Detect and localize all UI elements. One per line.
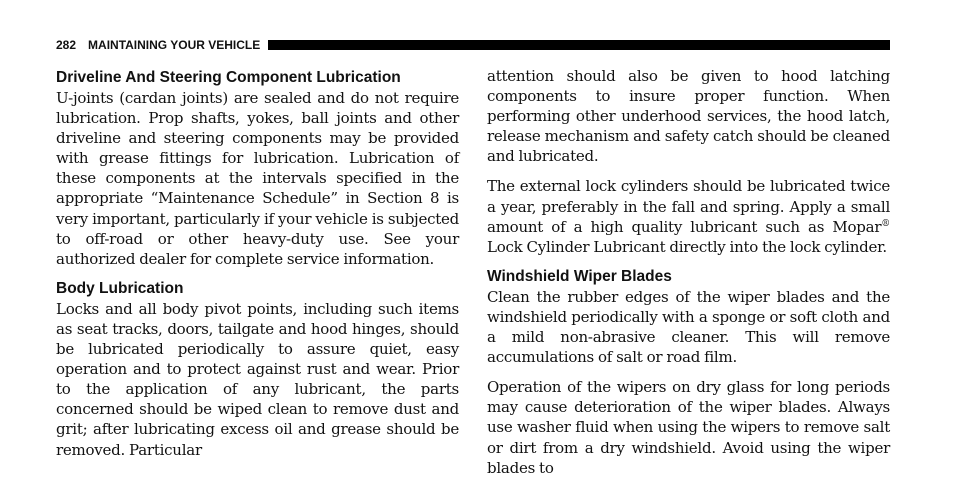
lock-text-before: The external lock cylinders should be lubricated twice a year, preferably in the fall and spring. Apply a small amount of a high quality lubricant such as Mopar [487,177,890,236]
registered-mark: ® [881,218,890,229]
section-title: MAINTAINING YOUR VEHICLE [88,38,261,52]
lock-cylinder-paragraph [487,176,890,256]
wiper-blades-heading: Windshield Wiper Blades [487,267,672,285]
header-rule [268,40,890,50]
body-lubrication-heading: Body Lubrication [56,279,184,297]
driveline-paragraph: U-joints (cardan joints) are sealed and do not require lubrication. Prop shafts, yokes, ball joints and other driveline and steering components may be provided with grease fittings for lubrication. Lubrication of these components at the intervals specified in the appropriate “Maintenance Schedule” in Section 8 is very important, particularly if your vehicle is subjected to off-road or other heavy-duty use. See your authorized dealer for complete service information. [56,89,459,268]
wiper-paragraph-1: Clean the rubber edges of the wiper blades and the windshield periodically with a sponge or soft cloth and a mild non-abrasive cleaner. This will remove accumulations of salt or road film. [487,287,890,367]
page-number: 282 [56,38,77,52]
driveline-heading: Driveline And Steering Component Lubrication [56,69,401,86]
left-column [56,66,459,470]
body-lubrication-paragraph: Locks and all body pivot points, including such items as seat tracks, doors, tailgate and hood hinges, should be lubricated periodically to assure quiet, easy operation and to protect against rust and wear. Prior to the application of any lubricant, the parts concerned should be wiped clean to remove dust and grit; after lubricating excess oil and grease should be removed. Particular [56,299,459,459]
continued-paragraph: attention should also be given to hood latching components to insure proper function. When performing other underhood services, the hood latch, release mechanism and safety catch should be cleaned and lubricated. [487,67,890,166]
wiper-paragraph-2: Operation of the wipers on dry glass for long periods may cause deterioration of the wiper blades. Always use washer fluid when using the wipers to remove salt or dirt from a dry windshield. Avoid using the wiper blades to [487,378,890,477]
page-header [56,38,890,52]
lock-text-after: Lock Cylinder Lubricant directly into the lock cylinder. [487,237,887,256]
right-column [487,66,890,488]
